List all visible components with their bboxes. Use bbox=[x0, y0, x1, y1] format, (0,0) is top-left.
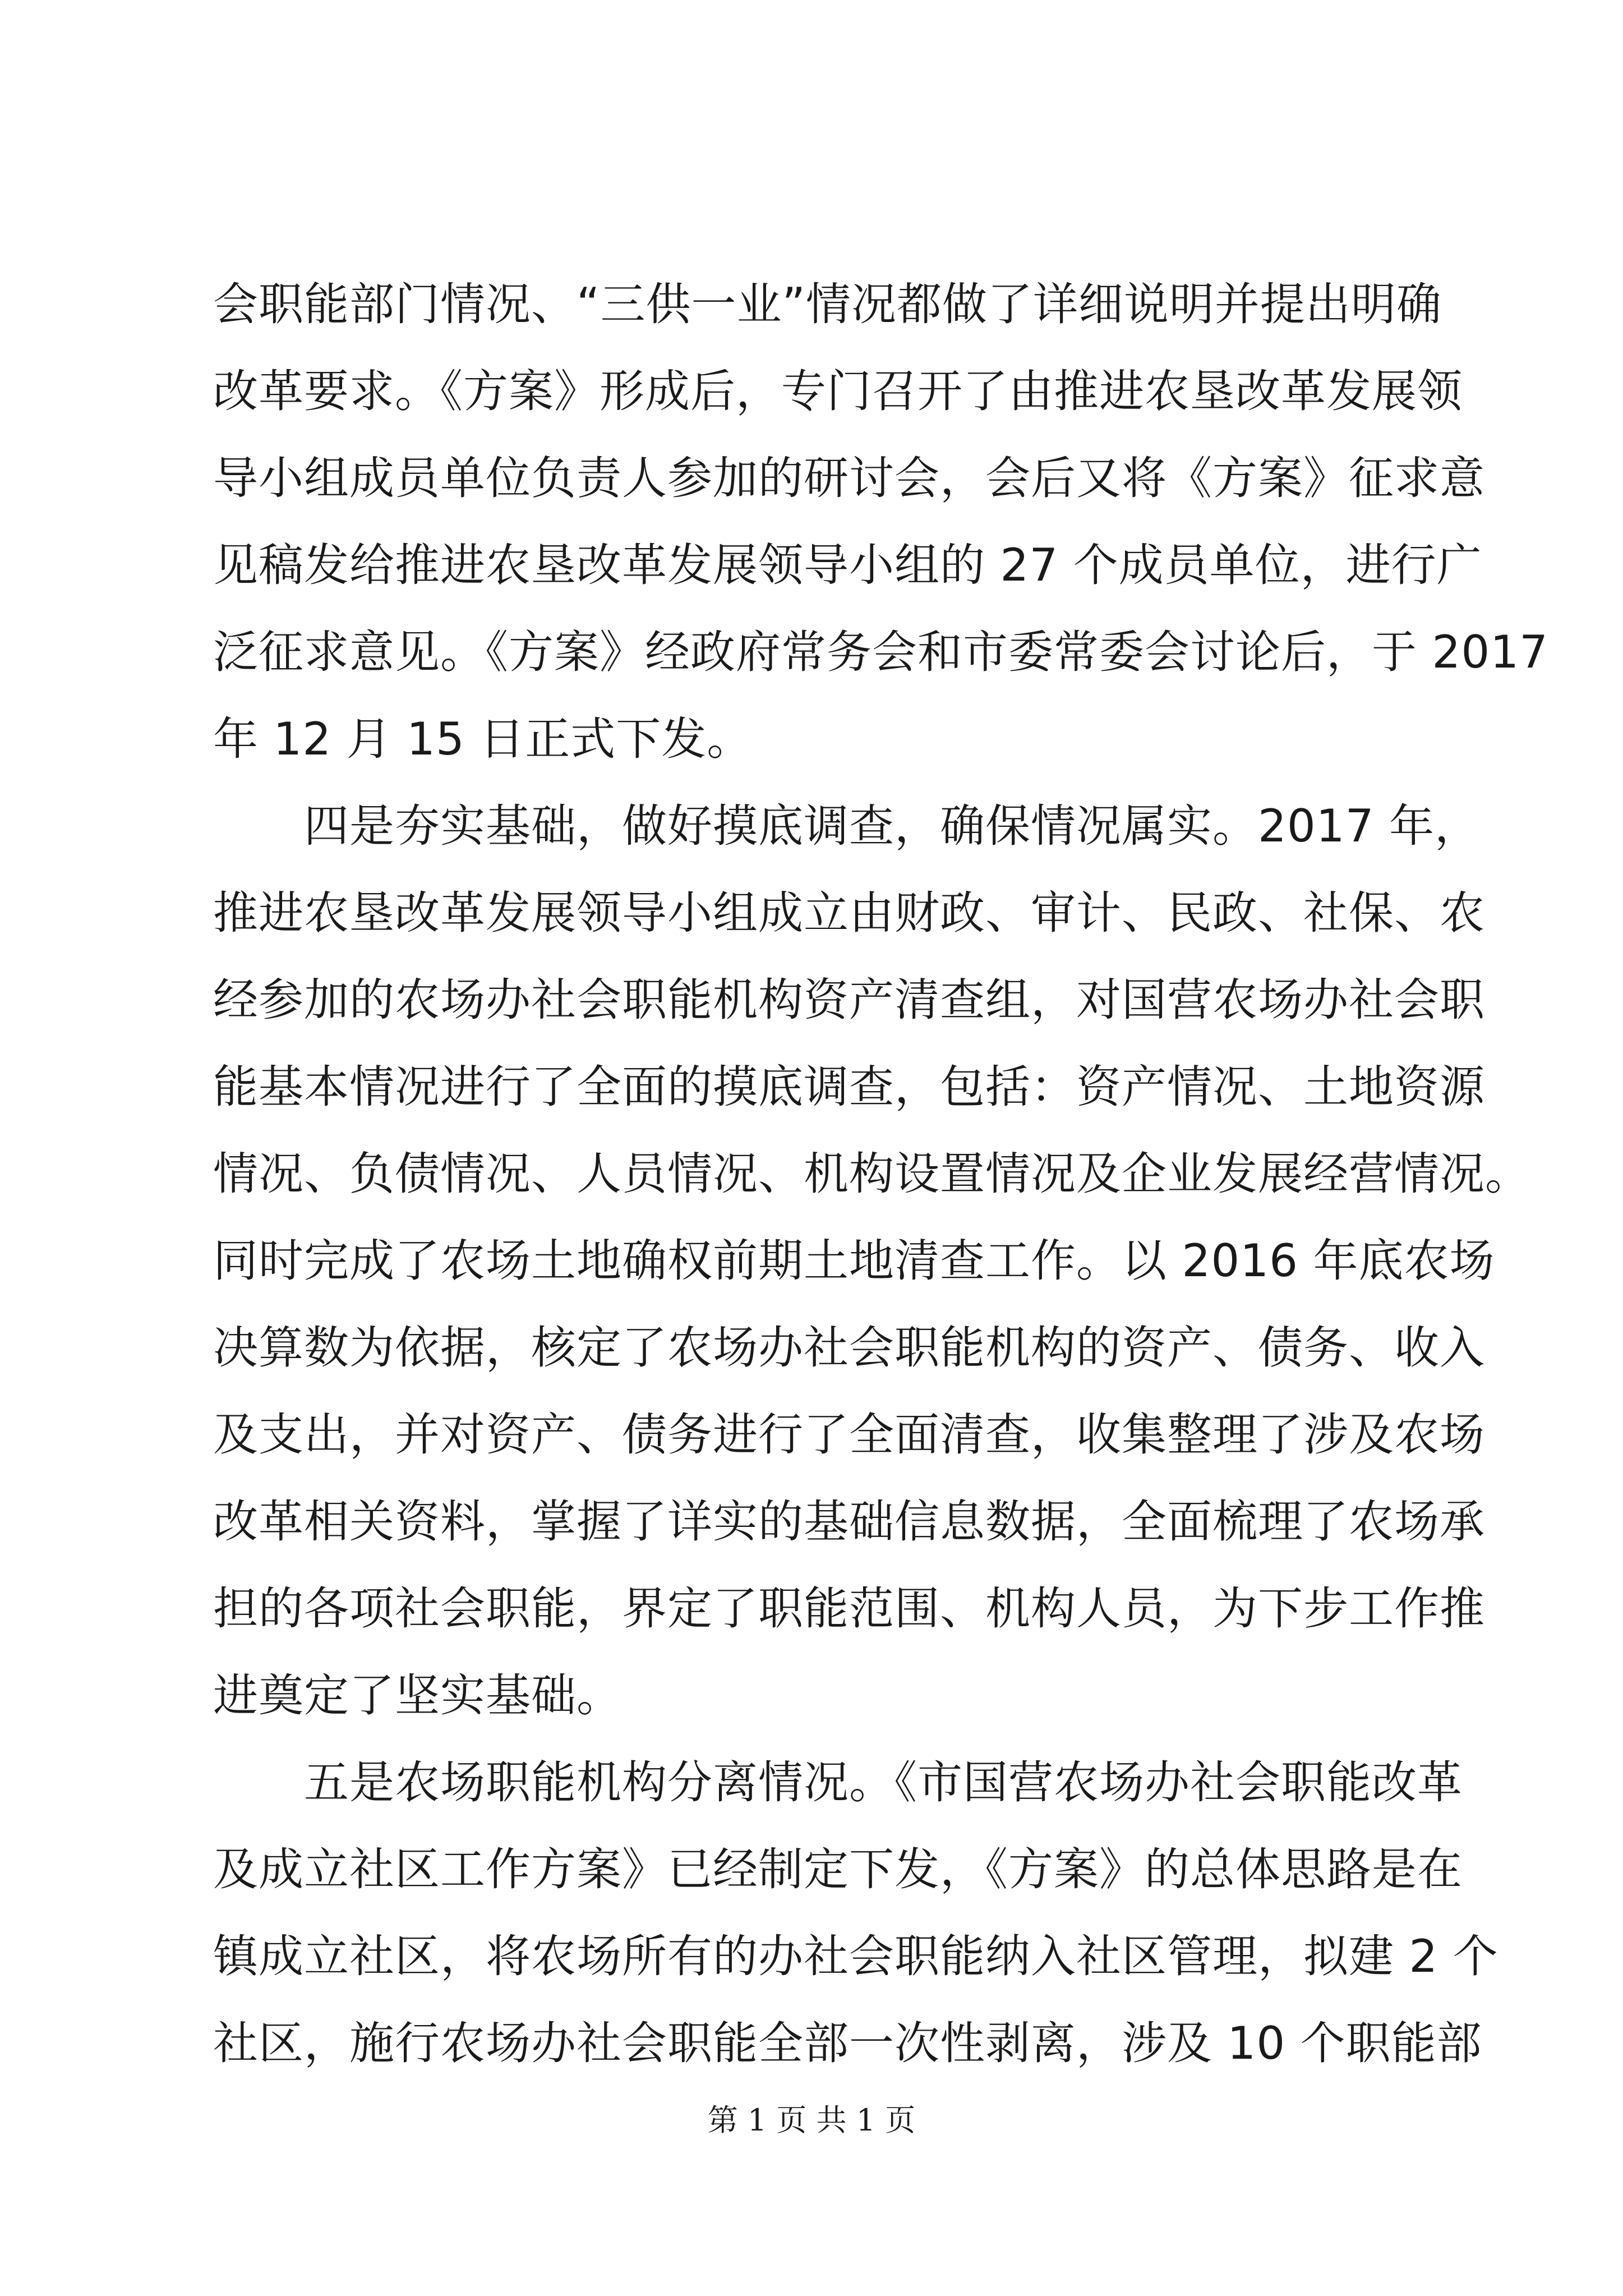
text-line: 会职能部门情况、“三供一业”情况都做了详细说明并提出明确 bbox=[213, 278, 1442, 330]
text-line: 导小组成员单位负责人参加的研讨会，会后又将《方案》征求意 bbox=[213, 452, 1485, 504]
text-line: 五是农场职能机构分离情况。《市国营农场办社会职能改革 bbox=[213, 1756, 1463, 1809]
text-line: 四是夯实基础，做好摸底调查，确保情况属实。2017 年， bbox=[213, 800, 1481, 852]
text-line: 社区，施行农场办社会职能全部一次性剥离，涉及 10 个职能部 bbox=[213, 2017, 1482, 2069]
text-line: 改革要求。《方案》形成后，专门召开了由推进农垦改革发展领 bbox=[213, 365, 1463, 417]
paragraph-2 bbox=[213, 783, 1530, 1739]
text-line: 推进农垦改革发展领导小组成立由财政、审计、民政、社保、农 bbox=[213, 887, 1485, 939]
paragraph-1 bbox=[213, 261, 1549, 783]
paragraph-3 bbox=[213, 1739, 1498, 2087]
text-line: 及支出，并对资产、债务进行了全面清查，收集整理了涉及农场 bbox=[213, 1409, 1485, 1461]
text-line: 能基本情况进行了全面的摸底调查，包括：资产情况、土地资源 bbox=[213, 1061, 1485, 1113]
text-line: 泛征求意见。《方案》经政府常务会和市委常委会讨论后，于 2017 bbox=[213, 626, 1549, 678]
page-footer bbox=[0, 2101, 1623, 2140]
body-text bbox=[213, 261, 1549, 2087]
text-line: 镇成立社区，将农场所有的办社会职能纳入社区管理，拟建 2 个 bbox=[213, 1930, 1498, 1982]
page-number-label: 第 1 页 共 1 页 bbox=[707, 2102, 916, 2138]
text-line: 担的各项社会职能，界定了职能范围、机构人员，为下步工作推 bbox=[213, 1582, 1485, 1635]
text-line: 及成立社区工作方案》已经制定下发，《方案》的总体思路是在 bbox=[213, 1843, 1463, 1895]
text-line: 情况、负债情况、人员情况、机构设置情况及企业发展经营情况。 bbox=[213, 1148, 1530, 1200]
text-line: 决算数为依据，核定了农场办社会职能机构的资产、债务、收入 bbox=[213, 1322, 1485, 1374]
text-line: 年 12 月 15 日正式下发。 bbox=[213, 713, 753, 765]
text-line: 改革相关资料，掌握了详实的基础信息数据，全面梳理了农场承 bbox=[213, 1496, 1485, 1548]
text-line: 进奠定了坚实基础。 bbox=[213, 1669, 622, 1722]
text-line: 经参加的农场办社会职能机构资产清查组，对国营农场办社会职 bbox=[213, 974, 1485, 1026]
text-line: 见稿发给推进农垦改革发展领导小组的 27 个成员单位，进行广 bbox=[213, 539, 1482, 591]
text-line: 同时完成了农场土地确权前期土地清查工作。以 2016 年底农场 bbox=[213, 1235, 1495, 1287]
